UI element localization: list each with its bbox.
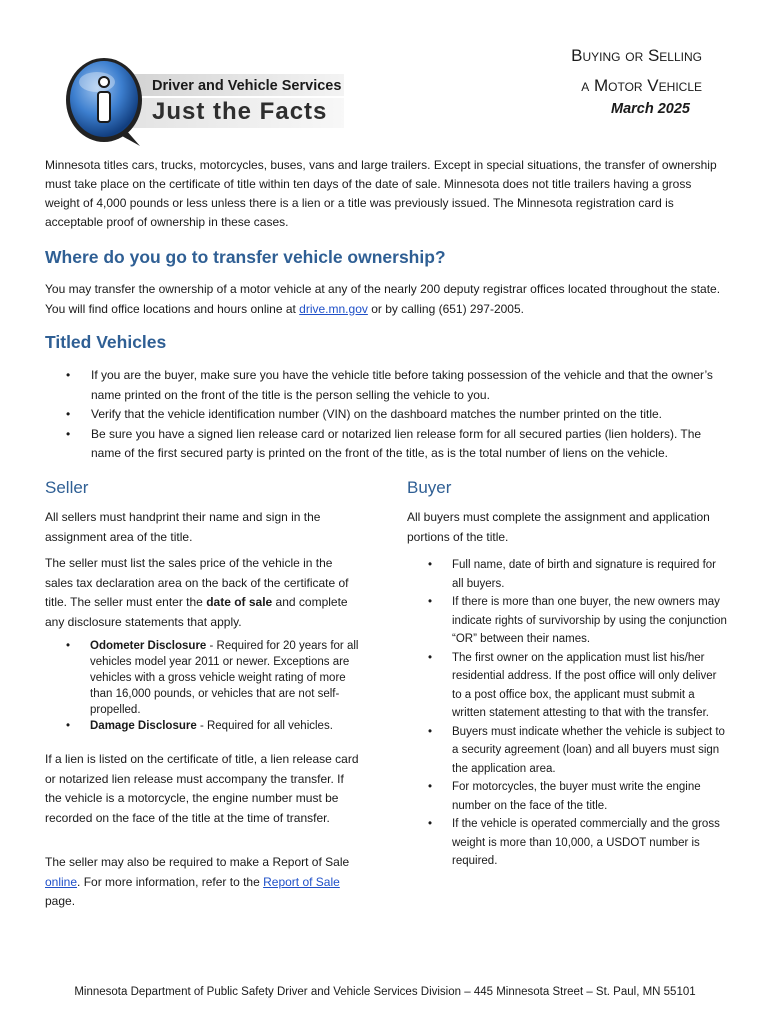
seller-paragraph-1: All sellers must handprint their name and sign in the assignment area of the title. bbox=[45, 510, 321, 544]
dvs-logo bbox=[64, 52, 354, 152]
bullet-icon: • bbox=[428, 596, 433, 608]
seller-p4-before: The seller may also be required to make a Report of Sale bbox=[45, 855, 350, 869]
list-item bbox=[428, 649, 728, 723]
titled-item-2: Verify that the vehicle identification number (VIN) on the dashboard matches the number printed on the title. bbox=[91, 407, 662, 421]
bullet-icon: • bbox=[428, 559, 433, 571]
disclosure-list bbox=[66, 638, 366, 734]
intro-paragraph: Minnesota titles cars, trucks, motorcycles, buses, vans and large trailers. Except in special situations, the transfer of ownership must take place on the certificate of title within ten days of the date of sale. Minnesota does not title trailers having a gross weight of 4,000 pounds or less unless there is a lien or a title was previously issued. The Minnesota registration card is acceptable proof of ownership in these cases. bbox=[45, 158, 717, 229]
seller-p4-after: page. bbox=[45, 894, 76, 908]
list-item bbox=[66, 405, 726, 425]
bullet-icon: • bbox=[66, 368, 71, 382]
damage-disclosure-label: Damage Disclosure bbox=[90, 720, 197, 732]
list-item bbox=[428, 723, 728, 779]
bullet-icon: • bbox=[66, 640, 71, 652]
bullet-icon: • bbox=[428, 781, 433, 793]
logo-line-1: Driver and Vehicle Services bbox=[152, 78, 342, 94]
list-item bbox=[428, 593, 728, 649]
titled-vehicles-list bbox=[66, 366, 726, 464]
seller-p2-after: and complete any disclosure statements that apply. bbox=[45, 595, 348, 629]
bullet-icon: • bbox=[428, 725, 433, 738]
bullet-icon: • bbox=[66, 720, 71, 732]
seller-paragraph-4 bbox=[45, 853, 360, 912]
titled-item-3: Be sure you have a signed lien release card or notarized lien release form for all secured parties (lien holders). The name of the first secured party is printed on the front of the title, as is the total number of liens on the vehicle. bbox=[91, 426, 702, 460]
buyer-paragraph-1: All buyers must complete the assignment and application portions of the title. bbox=[407, 510, 710, 544]
odometer-disclosure-label: Odometer Disclosure bbox=[90, 640, 207, 652]
page-footer: Minnesota Department of Public Safety Driver and Vehicle Services Division – 445 Minnesota Street – St. Paul, MN 55101 bbox=[74, 986, 696, 998]
report-of-sale-online-link[interactable]: online bbox=[45, 874, 78, 889]
doc-title-line-1: Buying or Selling bbox=[571, 46, 702, 65]
bullet-icon: • bbox=[66, 426, 71, 441]
damage-disclosure-text: - Required for all vehicles. bbox=[196, 720, 333, 732]
drive-mn-gov-link[interactable]: drive.mn.gov bbox=[299, 301, 368, 316]
odometer-disclosure-text: - Required for 20 years for all vehicles model year 2011 or newer. Exceptions are vehicles with a gross vehicle weight rating of more than 16,000 pounds, or vehicles that are not self- propelled. bbox=[90, 640, 359, 716]
seller-paragraph-3: If a lien is listed on the certificate of title, a lien release card or notarized lien release must accompany the transfer. If the vehicle is a motorcycle, the engine number must be recorded on the face of the title at the time of transfer. bbox=[45, 752, 359, 825]
where-text-after: or by calling (651) 297-2005. bbox=[367, 301, 524, 316]
buyer-item-6: If the vehicle is operated commercially and the gross weight is more than 10,000, a USDOT number is required. bbox=[452, 818, 720, 867]
buyer-item-1: Full name, date of birth and signature is required for all buyers. bbox=[452, 559, 717, 590]
buyer-item-3: The first owner on the application must list his/her residential address. If the post office will only deliver to a post office box, the applicant must submit a written statement attesting to that with the transfer. bbox=[452, 651, 717, 719]
buyer-item-2: If there is more than one buyer, the new owners may indicate rights of survivorship by using the conjunction “OR” between their names. bbox=[452, 596, 727, 645]
buyer-item-4: Buyers must indicate whether the vehicle is subject to a security agreement (loan) and all buyers must sign the application area. bbox=[452, 725, 725, 775]
where-paragraph bbox=[45, 280, 725, 319]
seller-p4-mid: . For more information, refer to the bbox=[77, 874, 264, 889]
list-item bbox=[66, 366, 726, 405]
list-item bbox=[428, 815, 728, 871]
list-item bbox=[66, 718, 366, 734]
doc-date: March 2025 bbox=[611, 101, 690, 117]
report-of-sale-page-link[interactable]: Report of Sale bbox=[263, 874, 340, 889]
logo-line-2: Just the Facts bbox=[152, 98, 328, 125]
titled-item-1: If you are the buyer, make sure you have the vehicle title before taking possession of the vehicle and that the owner’s name printed on the front of the title is the person selling the vehicle to you. bbox=[91, 368, 713, 402]
seller-heading: Seller bbox=[45, 478, 89, 497]
buyer-item-5: For motorcycles, the buyer must write the engine number on the face of the title. bbox=[452, 781, 701, 812]
seller-paragraph-2 bbox=[45, 554, 360, 632]
where-text-before: You may transfer the ownership of a motor vehicle at any of the nearly 200 deputy registrar offices located throughout the state. You will find office locations and hours online at bbox=[45, 282, 721, 316]
bullet-icon: • bbox=[66, 407, 71, 421]
list-item bbox=[66, 425, 726, 464]
doc-title-line-2: a Motor Vehicle bbox=[581, 76, 702, 95]
where-heading: Where do you go to transfer vehicle ownership? bbox=[45, 247, 446, 267]
titled-vehicles-heading: Titled Vehicles bbox=[45, 332, 167, 352]
seller-p2-bold: date of sale bbox=[206, 595, 273, 609]
buyer-requirements-list bbox=[428, 556, 728, 871]
list-item bbox=[66, 638, 366, 718]
bullet-icon: • bbox=[428, 818, 433, 830]
bullet-icon: • bbox=[428, 651, 433, 664]
seller-p2-before: The seller must list the sales price of the vehicle in the sales tax declaration area on the back of the certificate of title. The seller must enter the bbox=[45, 556, 349, 609]
buyer-heading: Buyer bbox=[407, 478, 452, 497]
list-item bbox=[428, 778, 728, 815]
list-item bbox=[428, 556, 728, 593]
